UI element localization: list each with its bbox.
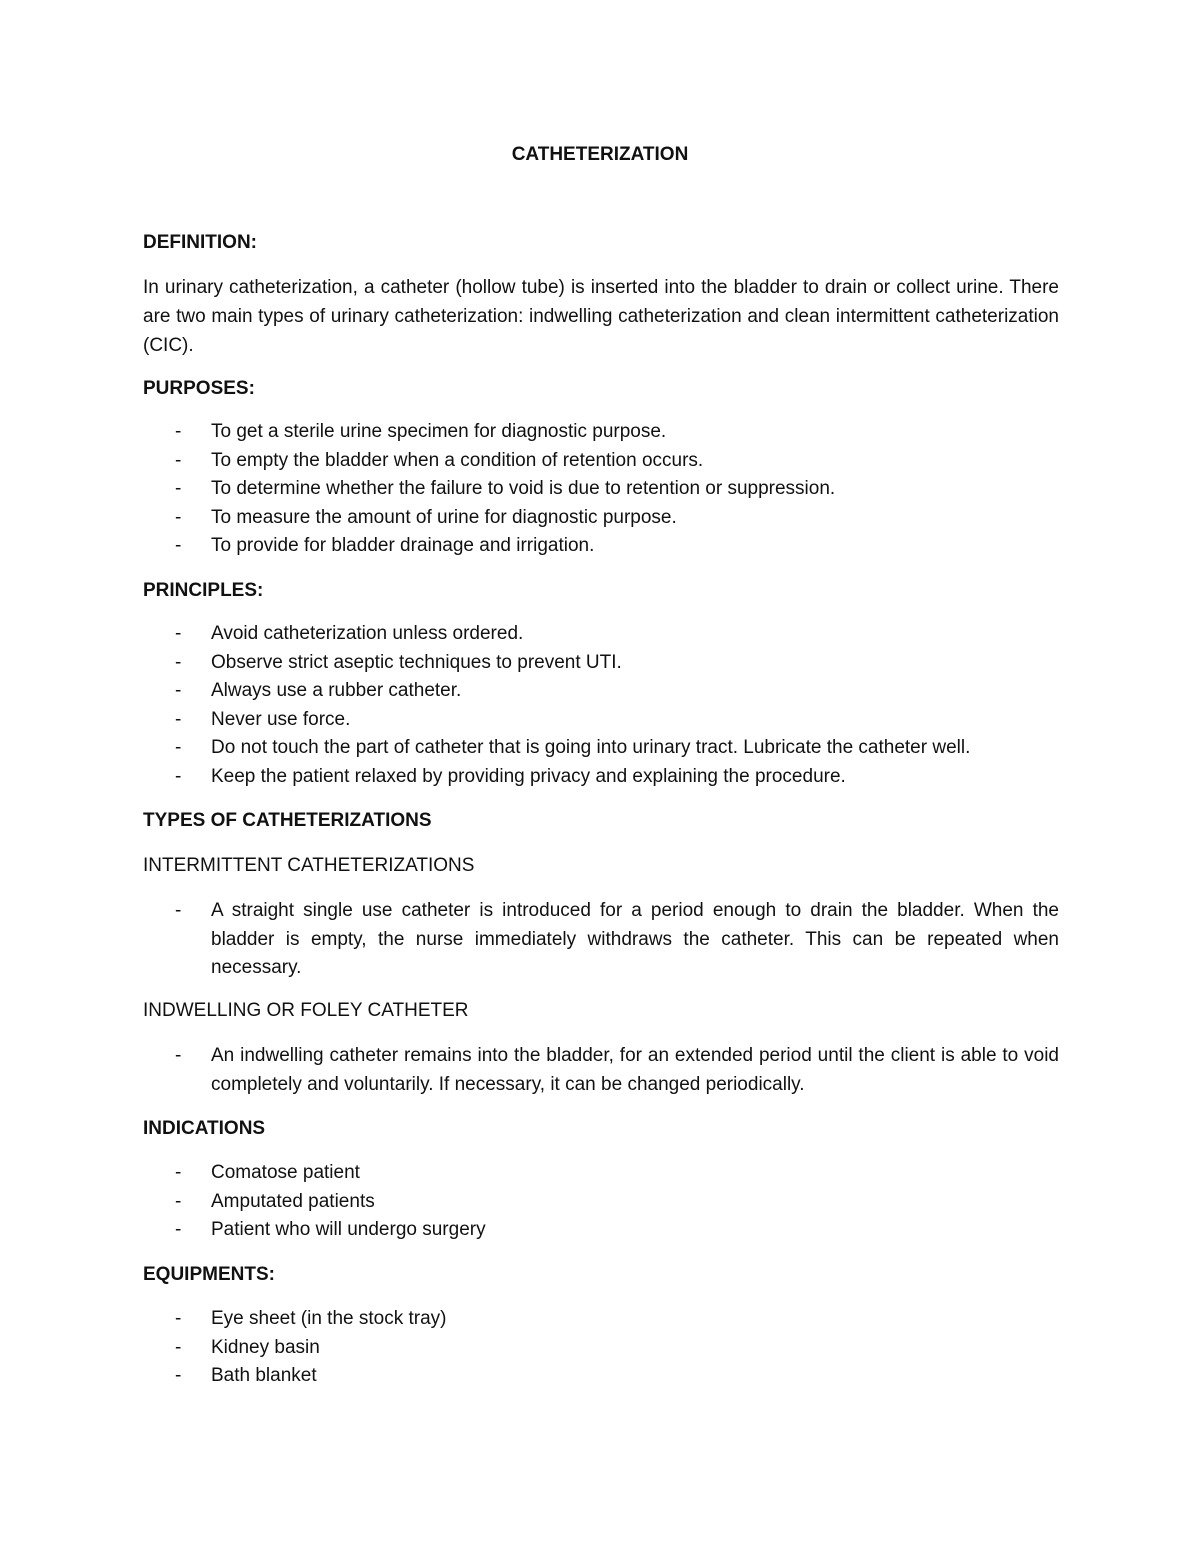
- types-heading: TYPES OF CATHETERIZATIONS: [143, 810, 432, 831]
- intermittent-heading: INTERMITTENT CATHETERIZATIONS: [143, 855, 475, 876]
- dash-marker: -: [175, 737, 182, 758]
- list-item: - Never use force.: [143, 706, 1073, 735]
- indications-heading: INDICATIONS: [143, 1118, 266, 1139]
- dash-marker: -: [175, 623, 182, 644]
- dash-marker: -: [175, 1365, 182, 1386]
- definition-text: In urinary catheterization, a catheter (hollow tube) is inserted into the bladder to drain or collect urine. There are two main types of urinary catheterization: indwelling catheterization and clean intermittent catheterization (CIC).: [143, 277, 1059, 356]
- dash-marker: -: [175, 765, 182, 787]
- dash-marker: -: [175, 900, 182, 921]
- equipments-list: [143, 1305, 1073, 1391]
- purposes-heading: PURPOSES:: [143, 378, 255, 399]
- list-item: - Keep the patient relaxed by providing privacy and explaining the procedure.: [143, 763, 1073, 792]
- dash-marker: -: [175, 478, 182, 499]
- list-item: - To get a sterile urine specimen for diagnostic purpose.: [143, 418, 1073, 447]
- list-item: - An indwelling catheter remains into the bladder, for an extended period until the client is able to void completely and voluntarily. If necessary, it can be changed periodically.: [143, 1042, 1059, 1099]
- list-item: - To measure the amount of urine for diagnostic purpose.: [143, 504, 1073, 533]
- indwelling-list: [143, 1042, 1073, 1099]
- dash-marker: -: [175, 506, 182, 528]
- dash-marker: -: [175, 1045, 182, 1066]
- list-item: - Avoid catheterization unless ordered.: [143, 620, 1073, 649]
- list-item: - Patient who will undergo surgery: [143, 1216, 1073, 1245]
- equipments-heading: EQUIPMENTS:: [143, 1264, 275, 1285]
- definition-heading: DEFINITION:: [143, 232, 257, 253]
- dash-marker: -: [175, 1219, 182, 1240]
- list-item: - Do not touch the part of catheter that is going into urinary tract. Lubricate the catheter well.: [143, 734, 1073, 763]
- list-item: - Always use a rubber catheter.: [143, 677, 1073, 706]
- indications-list: [143, 1159, 1073, 1245]
- dash-marker: -: [175, 1336, 182, 1358]
- dash-marker: -: [175, 1190, 182, 1212]
- list-item: - To empty the bladder when a condition of retention occurs.: [143, 447, 1073, 476]
- intermittent-list: [143, 897, 1073, 983]
- dash-marker: -: [175, 421, 182, 442]
- list-item: - Amputated patients: [143, 1188, 1073, 1217]
- document-title: CATHETERIZATION: [511, 144, 689, 165]
- list-item: - Comatose patient: [143, 1159, 1073, 1188]
- dash-marker: -: [175, 1162, 182, 1183]
- list-item: - Kidney basin: [143, 1334, 1073, 1363]
- dash-marker: -: [175, 535, 182, 556]
- dash-marker: -: [175, 449, 182, 471]
- dash-marker: -: [175, 680, 182, 701]
- list-item: - To determine whether the failure to void is due to retention or suppression.: [143, 475, 1073, 504]
- dash-marker: -: [175, 708, 182, 730]
- list-item: - Observe strict aseptic techniques to prevent UTI.: [143, 649, 1073, 678]
- dash-marker: -: [175, 1308, 182, 1329]
- list-item: - A straight single use catheter is introduced for a period enough to drain the bladder. When the bladder is empty, the nurse immediately withdraws the catheter. This can be repeated when necessary.: [143, 897, 1059, 983]
- list-item: - Bath blanket: [143, 1362, 1073, 1391]
- list-item: - Eye sheet (in the stock tray): [143, 1305, 1073, 1334]
- dash-marker: -: [175, 651, 182, 673]
- indwelling-heading: INDWELLING OR FOLEY CATHETER: [143, 1000, 469, 1021]
- list-item: - To provide for bladder drainage and irrigation.: [143, 532, 1073, 561]
- principles-list: [143, 620, 1073, 791]
- principles-heading: PRINCIPLES:: [143, 580, 264, 601]
- purposes-list: [143, 418, 1073, 561]
